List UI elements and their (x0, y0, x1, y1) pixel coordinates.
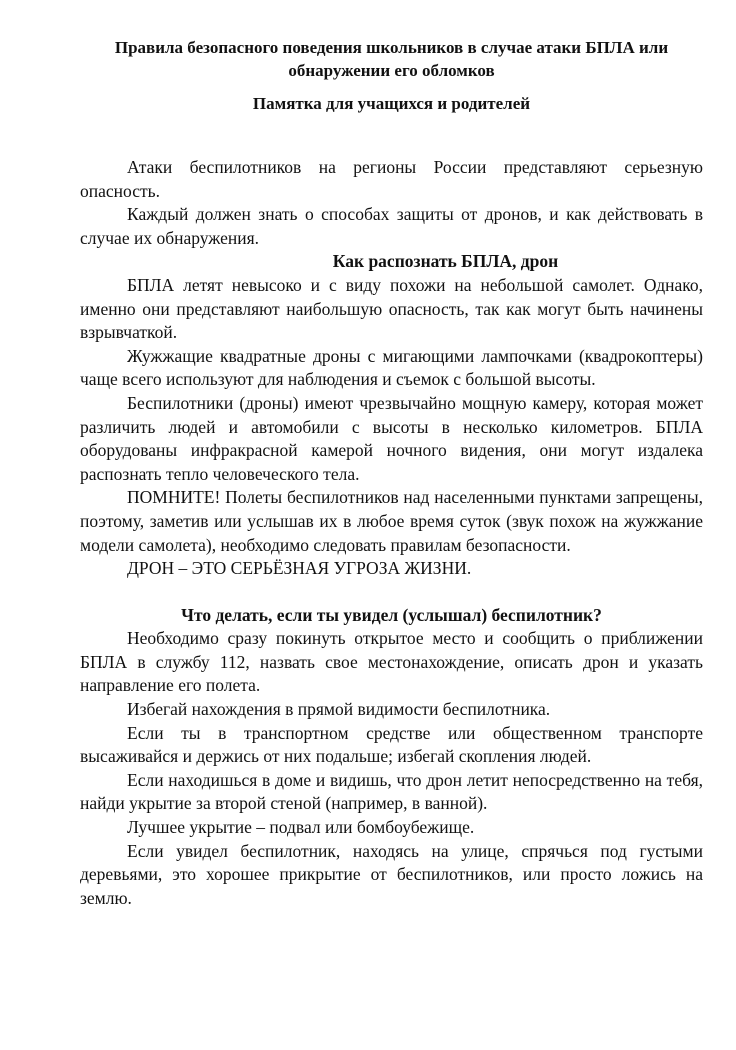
paragraph: Если ты в транспортном средстве или общественном транспорте высаживайся и держись от них подальше; избегай скопления людей. (80, 722, 703, 767)
document-title: Правила безопасного поведения школьников в случае атаки БПЛА или обнаружении его обломков (114, 38, 669, 80)
intro-paragraph: Атаки беспилотников на регионы России представляют серьезную опасность. (80, 157, 703, 201)
paragraph: БПЛА летят невысоко и с виду похожи на небольшой самолет. Однако, именно они представляют наибольшую опасность, так как могут быть начинены взрывчаткой. (80, 274, 703, 343)
paragraph: Избегай нахождения в прямой видимости беспилотника. (127, 699, 551, 720)
paragraph: Лучшее укрытие – подвал или бомбоубежище. (127, 817, 475, 838)
section-heading-recognize: Как распознать БПЛА, дрон (332, 251, 559, 272)
intro-paragraph: Каждый должен знать о способах защиты от дронов, и как действовать в случае их обнаружения. (80, 204, 703, 248)
document-subtitle: Памятка для учащихся и родителей (252, 94, 531, 113)
paragraph: Если находишься в доме и видишь, что дрон летит непосредственно на тебя, найди укрытие за второй стеной (например, в ванной). (80, 769, 703, 814)
warning-paragraph: ДРОН – ЭТО СЕРЬЁЗНАЯ УГРОЗА ЖИЗНИ. (127, 558, 472, 579)
paragraph: Необходимо сразу покинуть открытое место и сообщить о приближении БПЛА в службу 112, назвать свое местонахождение, описать дрон и указать направление его полета. (80, 628, 703, 696)
spacer (80, 115, 703, 156)
section-heading-actions: Что делать, если ты увидел (услышал) беспилотник? (181, 604, 602, 625)
paragraph: Жужжащие квадратные дроны с мигающими лампочками (квадрокоптеры) чаще всего используют для наблюдения и съемок с большой высоты. (80, 345, 703, 390)
paragraph: Беспилотники (дроны) имеют чрезвычайно мощную камеру, которая может различить людей и автомобили с высоты в несколько километров. БПЛА оборудованы инфракрасной камерой ночного видения, они могут издалека распознать тепло человеческого тела. (80, 392, 703, 484)
paragraph: Если увидел беспилотник, находясь на улице, спрячься под густыми деревьями, это хорошее прикрытие от беспилотников, или просто ложись на землю. (80, 840, 703, 908)
paragraph: ПОМНИТЕ! Полеты беспилотников над населенными пунктами запрещены, поэтому, заметив или услышав их в любое время суток (звук похож на жужжание модели самолета), необходимо следовать правилам безопасности. (80, 487, 703, 555)
